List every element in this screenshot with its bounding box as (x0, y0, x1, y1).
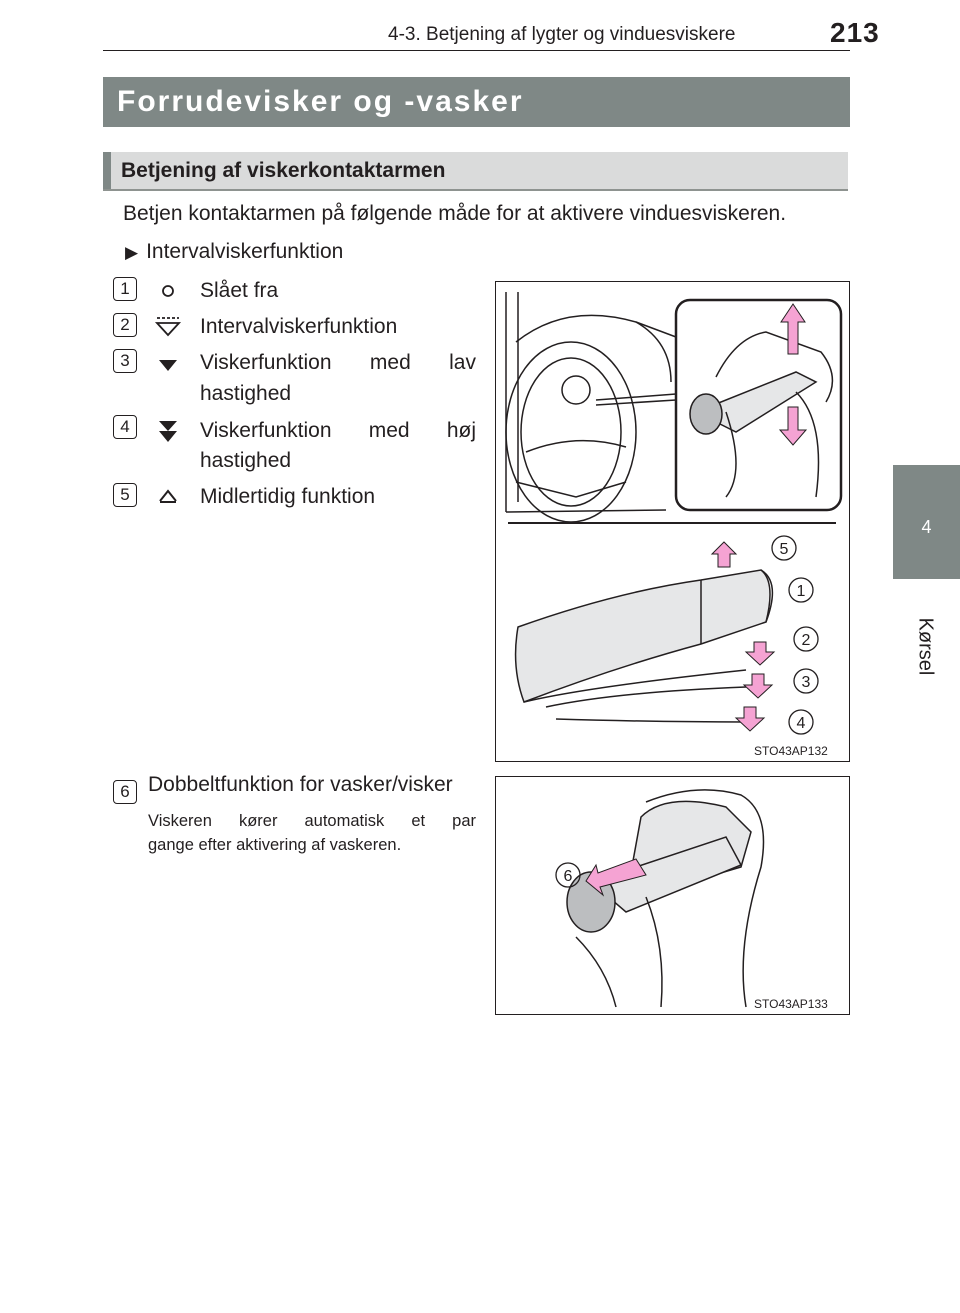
item-number-4: 4 (113, 415, 137, 439)
item6-description-line2: gange efter aktivering af vaskeren. (148, 836, 402, 854)
washer-illustration (496, 777, 849, 1014)
page-title: Forrudevisker og -vasker (117, 85, 524, 118)
item-number-5: 5 (113, 483, 137, 507)
item-number-3: 3 (113, 349, 137, 373)
subtitle: Betjening af viskerkontaktarmen (121, 159, 446, 182)
page-number: 213 (830, 17, 880, 48)
callout-6: 6 (563, 868, 573, 885)
callout-4: 4 (796, 715, 806, 732)
figure-washer-operation (495, 776, 850, 1015)
figure-code-2: STO43AP133 (754, 997, 828, 1011)
intermittent-wiper-icon (154, 315, 182, 337)
intro-text: Betjen kontaktarmen på følgende måde for at aktivere vinduesviskeren. (123, 202, 787, 225)
off-circle-icon (158, 281, 178, 301)
item-text-2: Intervalviskerfunktion (200, 315, 398, 338)
item-number-1: 1 (113, 277, 137, 301)
subtitle-bar (103, 152, 848, 191)
callout-3: 3 (801, 674, 811, 691)
chapter-label: Kørsel (914, 617, 937, 676)
title-bar (103, 77, 850, 127)
callout-2: 2 (801, 632, 811, 649)
chapter-number: 4 (921, 517, 932, 537)
mist-icon (157, 487, 179, 505)
bullet-triangle-icon: ▶ (125, 243, 139, 262)
item-number-2: 2 (113, 313, 137, 337)
low-speed-icon (157, 358, 179, 374)
callout-5: 5 (779, 541, 789, 558)
item-number-6: 6 (113, 780, 137, 804)
bullet-heading (125, 240, 343, 264)
item-text-4-line1: Viskerfunktion med høj (200, 419, 476, 442)
section-header: 4-3. Betjening af lygter og vinduesviskere (388, 24, 736, 45)
high-speed-icon (157, 420, 179, 444)
item-text-3-line1: Viskerfunktion med lav (200, 351, 476, 374)
item-text-5: Midlertidig funktion (200, 485, 376, 508)
subtitle-accent (103, 152, 111, 189)
item-text-6: Dobbeltfunktion for vasker/visker (148, 773, 453, 796)
figure-lever-operation (495, 281, 850, 762)
header-rule (103, 50, 850, 51)
callout-1: 1 (796, 583, 806, 600)
item6-description-line1: Viskeren kører automatisk et par (148, 812, 476, 830)
figure-code-1: STO43AP132 (754, 744, 828, 758)
lever-illustration (496, 282, 849, 761)
bullet-text: Intervalviskerfunktion (146, 240, 344, 263)
item-text-3-line2: hastighed (200, 382, 292, 405)
chapter-tab (893, 465, 960, 579)
item-text-4-line2: hastighed (200, 449, 292, 472)
item-text-1: Slået fra (200, 279, 279, 302)
